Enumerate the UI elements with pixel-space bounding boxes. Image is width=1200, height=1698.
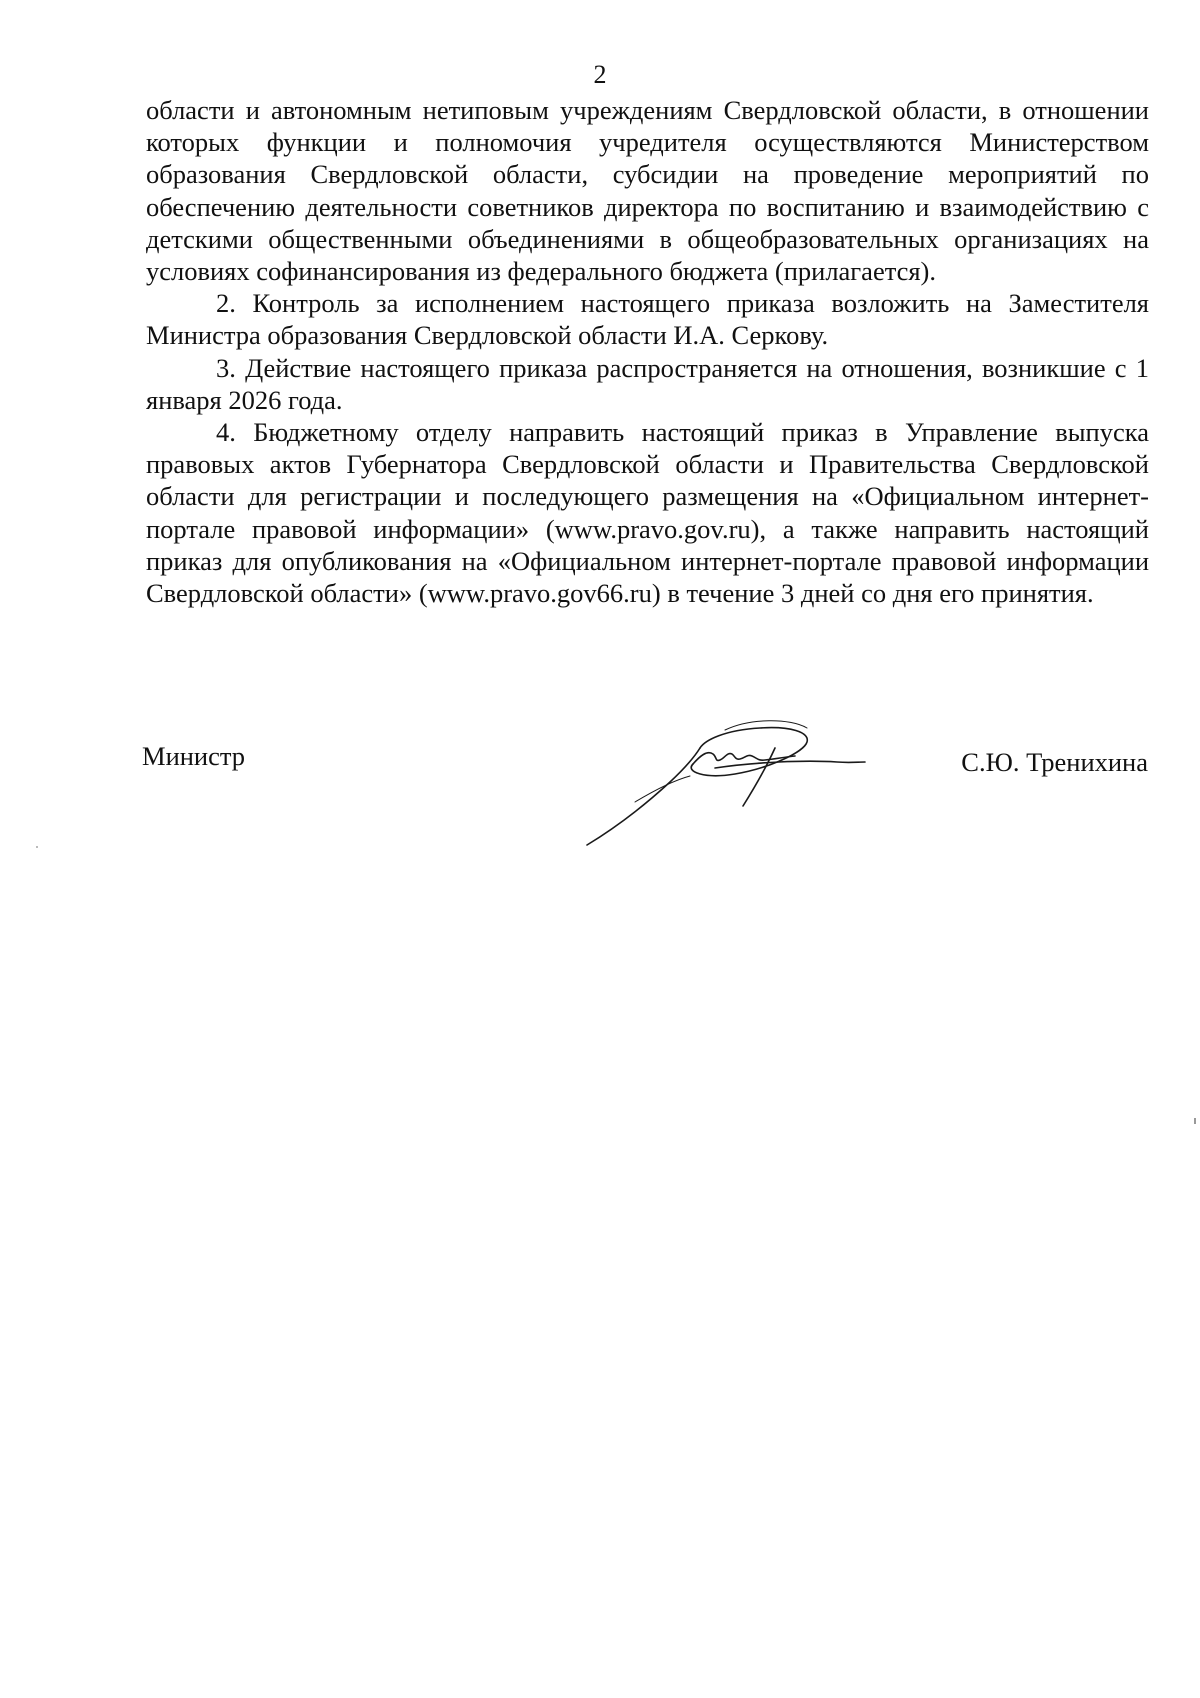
paragraph-continuation: области и автономным нетиповым учреждениям Свердловской области, в отношении которых функции и полномочия учредителя осуществляются Министерством образования Свердловской области, субсидии на проведение мероприятий по обеспечению деятельности советников директора по воспитанию и взаимодействию с детскими общественными объединениями в общеобразовательных организациях на условиях софинансирования из федерального бюджета (прилагается). <box>146 95 1149 287</box>
scan-edge-mark <box>1194 1118 1196 1124</box>
paragraph-item-4: 4. Бюджетному отделу направить настоящий приказ в Управление выпуска правовых актов Губернатора Свердловской области и Правительства Свердловской области для регистрации и последующего размещения на «Официальном интернет-портале правовой информации» (www.pravo.gov.ru), а также направить настоящий приказ для опубликования на «Официальном интернет-портале правовой информации Свердловской области» (www.pravo.gov66.ru) в течение 3 дней со дня его принятия. <box>146 417 1149 609</box>
signature-block <box>0 740 1200 860</box>
signer-name: С.Ю. Тренихина <box>961 747 1148 777</box>
paragraph-item-3: 3. Действие настоящего приказа распространяется на отношения, возникшие с 1 января 2026 года. <box>146 352 1149 415</box>
handwritten-signature-icon <box>575 710 895 860</box>
document-body <box>146 94 1149 609</box>
page-number: 2 <box>593 60 607 89</box>
signer-position: Министр <box>142 741 246 771</box>
scan-dust-mark <box>36 846 38 848</box>
paragraph-item-2: 2. Контроль за исполнением настоящего приказа возложить на Заместителя Министра образования Свердловской области И.А. Серкову. <box>146 288 1149 351</box>
